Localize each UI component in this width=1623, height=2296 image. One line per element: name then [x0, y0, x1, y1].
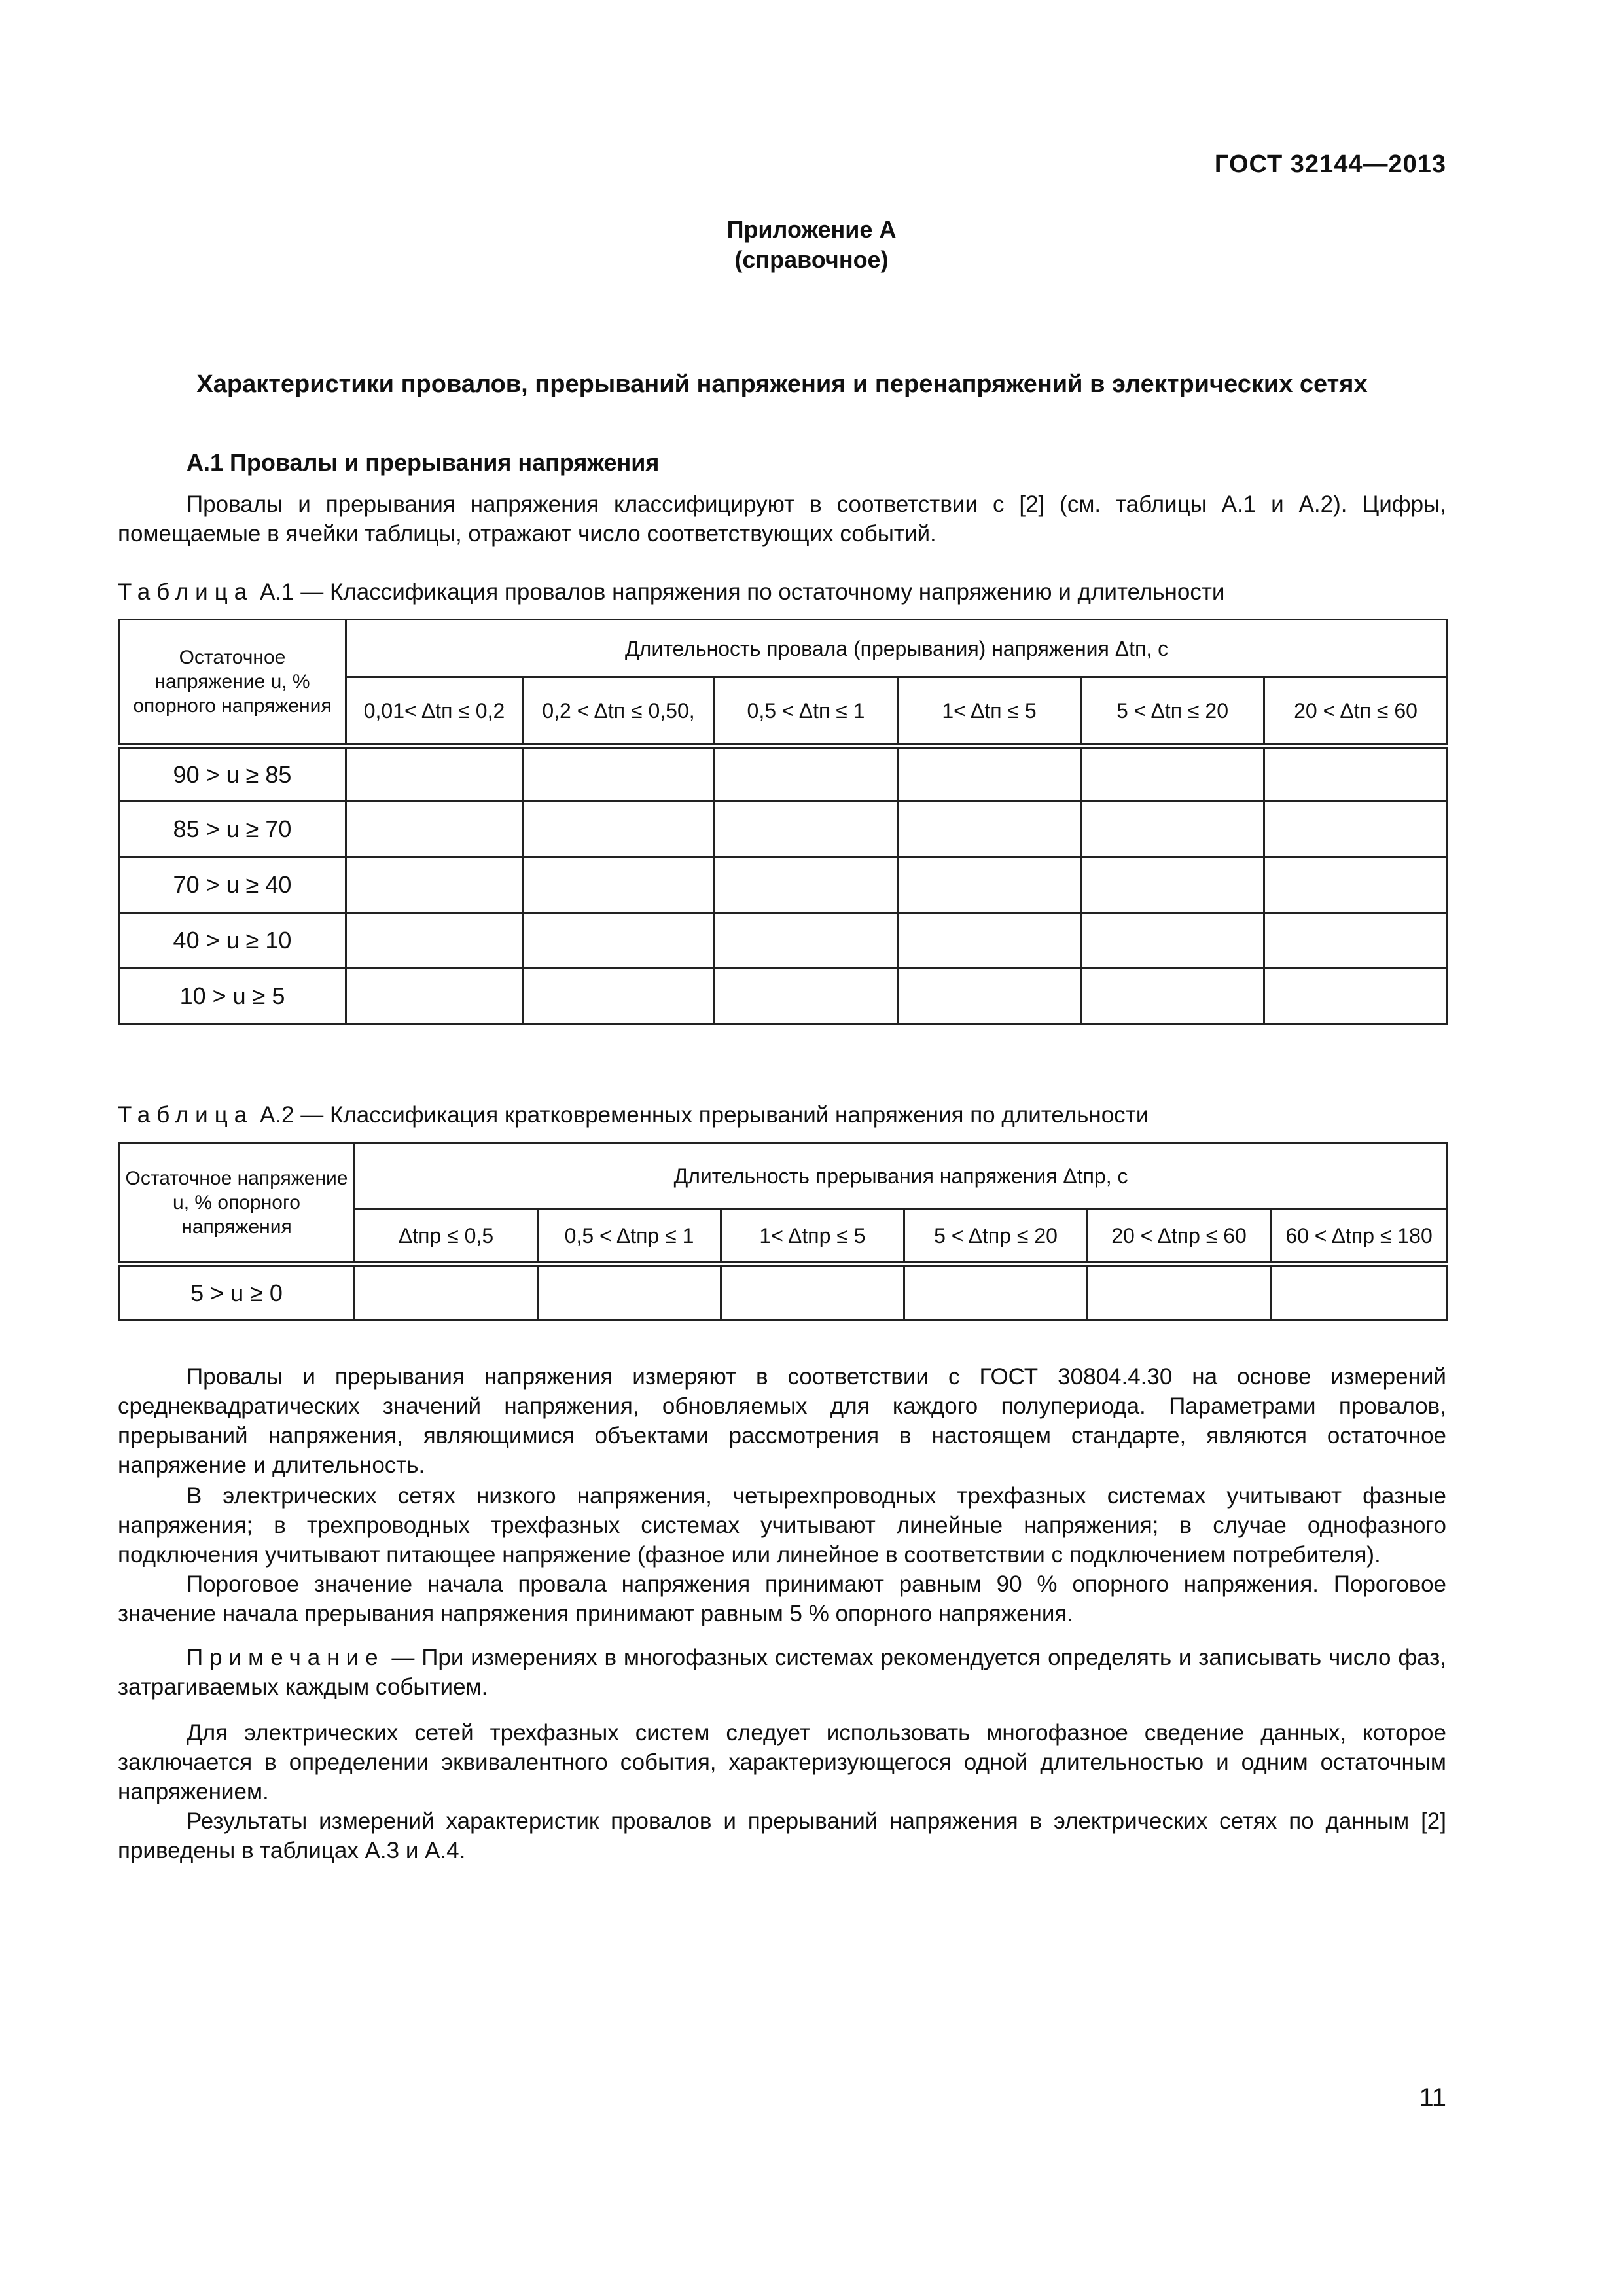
table-cell [1081, 802, 1264, 857]
table-cell [1081, 913, 1264, 969]
table-cell [346, 746, 523, 802]
table-cell [715, 913, 898, 969]
table-cell [715, 969, 898, 1024]
table1-caption-text: А.1 — Классификация провалов напряжения по остаточному напряжению и длительности [253, 579, 1225, 605]
table1-caption-label: Таблица [118, 579, 254, 605]
body-paragraph: В электрических сетях низкого напряжения, четырехпроводных трехфазных системах учитывают фазные напряжения; в трехпроводных трехфазных системах учитывают линейные напряжения; в случае однофазного подключения учитывают питающее напряжение (фазное или линейное в соответствии с подключением потребителя). [118, 1483, 1446, 1568]
table2-row-header: Остаточное напряжение u, % опорного напряжения [119, 1143, 355, 1265]
table1-col-header: 0,5 < Δtп ≤ 1 [715, 677, 898, 746]
table-row [119, 746, 1448, 802]
note-paragraph [118, 1643, 1446, 1702]
table1-row-label: 40 > u ≥ 10 [119, 913, 346, 969]
table-cell [898, 913, 1081, 969]
table1-row-label: 90 > u ≥ 85 [119, 746, 346, 802]
note-text: — При измерениях в многофазных системах рекомендуется определять и записывать число фаз, затрагиваемых каждым событием. [118, 1645, 1446, 1700]
table1-row-label: 85 > u ≥ 70 [119, 802, 346, 857]
annex-title: Приложение А [726, 216, 897, 243]
standard-designation: ГОСТ 32144—2013 [1214, 151, 1446, 178]
table-cell [1264, 802, 1448, 857]
table1-group-header: Длительность провала (прерывания) напряжения Δtп, с [346, 620, 1448, 677]
table2-col-header: 1< Δtпр ≤ 5 [721, 1209, 904, 1265]
table-cell [898, 746, 1081, 802]
table-cell [346, 857, 523, 913]
table-cell [346, 802, 523, 857]
table2-caption-label: Таблица [118, 1102, 254, 1128]
table1-col-header: 1< Δtп ≤ 5 [898, 677, 1081, 746]
main-title: Характеристики провалов, прерываний напряжения и перенапряжений в электрических сетях [196, 370, 1368, 398]
table1-col-header: 20 < Δtп ≤ 60 [1264, 677, 1448, 746]
annex-type: (справочное) [734, 246, 889, 273]
table-cell [523, 857, 715, 913]
table-row [119, 1265, 1448, 1320]
table-cell [715, 802, 898, 857]
table-row [119, 969, 1448, 1024]
annex-heading [0, 215, 1623, 275]
table-cell [898, 802, 1081, 857]
table-cell [898, 969, 1081, 1024]
table-row [119, 802, 1448, 857]
table-cell [715, 746, 898, 802]
body-paragraph: Провалы и прерывания напряжения измеряют в соответствии с ГОСТ 30804.4.30 на основе измерений среднеквадратических значений напряжения, обновляемых для каждого полупериода. Параметрами провалов, прерываний напряжения, являющимися объектами рассмотрения в настоящем стандарте, являются остаточное напряжение и длительность. [118, 1364, 1446, 1478]
table1-row-header: Остаточное напряжение u, % опорного напряжения [119, 620, 346, 746]
table2-caption-text: А.2 — Классификация кратковременных прерываний напряжения по длительности [253, 1102, 1149, 1128]
table1-row-label: 10 > u ≥ 5 [119, 969, 346, 1024]
table-cell [1081, 969, 1264, 1024]
table2-caption [118, 1102, 1149, 1128]
table-cell [1271, 1265, 1448, 1320]
table-row [119, 913, 1448, 969]
table-cell [1081, 746, 1264, 802]
table2-col-header: 0,5 < Δtпр ≤ 1 [538, 1209, 721, 1265]
table-cell [1081, 857, 1264, 913]
table-cell [523, 969, 715, 1024]
table-a1 [118, 619, 1448, 1025]
table1-row-label: 70 > u ≥ 40 [119, 857, 346, 913]
table-cell [523, 746, 715, 802]
table-cell [1264, 913, 1448, 969]
table-cell [523, 913, 715, 969]
body-paragraph: Результаты измерений характеристик провалов и прерываний напряжения в электрических сетях по данным [2] приведены в таблицах А.3 и А.4. [118, 1808, 1446, 1863]
table-cell [1264, 969, 1448, 1024]
table2-row-label: 5 > u ≥ 0 [119, 1265, 355, 1320]
table-a2 [118, 1142, 1448, 1321]
table-cell [346, 913, 523, 969]
table-cell [538, 1265, 721, 1320]
table1-caption [118, 579, 1224, 605]
table2-col-header: 60 < Δtпр ≤ 180 [1271, 1209, 1448, 1265]
table1-col-header: 0,01< Δtп ≤ 0,2 [346, 677, 523, 746]
table2-group-header: Длительность прерывания напряжения Δtпр, с [355, 1143, 1448, 1209]
table1-col-header: 0,2 < Δtп ≤ 0,50, [523, 677, 715, 746]
table-cell [346, 969, 523, 1024]
table1-col-header: 5 < Δtп ≤ 20 [1081, 677, 1264, 746]
table-cell [898, 857, 1081, 913]
page-number: 11 [1419, 2083, 1446, 2112]
table-cell [715, 857, 898, 913]
note-label: Примечание [187, 1645, 385, 1670]
table-cell [1264, 857, 1448, 913]
table-cell [1264, 746, 1448, 802]
table-cell [721, 1265, 904, 1320]
table-cell [904, 1265, 1088, 1320]
table2-col-header: 20 < Δtпр ≤ 60 [1088, 1209, 1271, 1265]
body-paragraph: Для электрических сетей трехфазных систем следует использовать многофазное сведение данных, которое заключается в определении эквивалентного события, характеризующегося одной длительностью и одним остаточным напряжением. [118, 1720, 1446, 1804]
section-title: А.1 Провалы и прерывания напряжения [187, 449, 660, 476]
table2-col-header: Δtпр ≤ 0,5 [355, 1209, 538, 1265]
body-paragraph: Пороговое значение начала провала напряжения принимают равным 90 % опорного напряжения. Пороговое значение начала прерывания напряжения принимают равным 5 % опорного напряжения. [118, 1571, 1446, 1626]
intro-paragraph: Провалы и прерывания напряжения классифицируют в соответствии с [2] (см. таблицы А.1 и А.2). Цифры, помещаемые в ячейки таблицы, отражают число соответствующих событий. [118, 492, 1446, 547]
table-cell [523, 802, 715, 857]
table-cell [355, 1265, 538, 1320]
table2-col-header: 5 < Δtпр ≤ 20 [904, 1209, 1088, 1265]
table-cell [1088, 1265, 1271, 1320]
table-row [119, 857, 1448, 913]
